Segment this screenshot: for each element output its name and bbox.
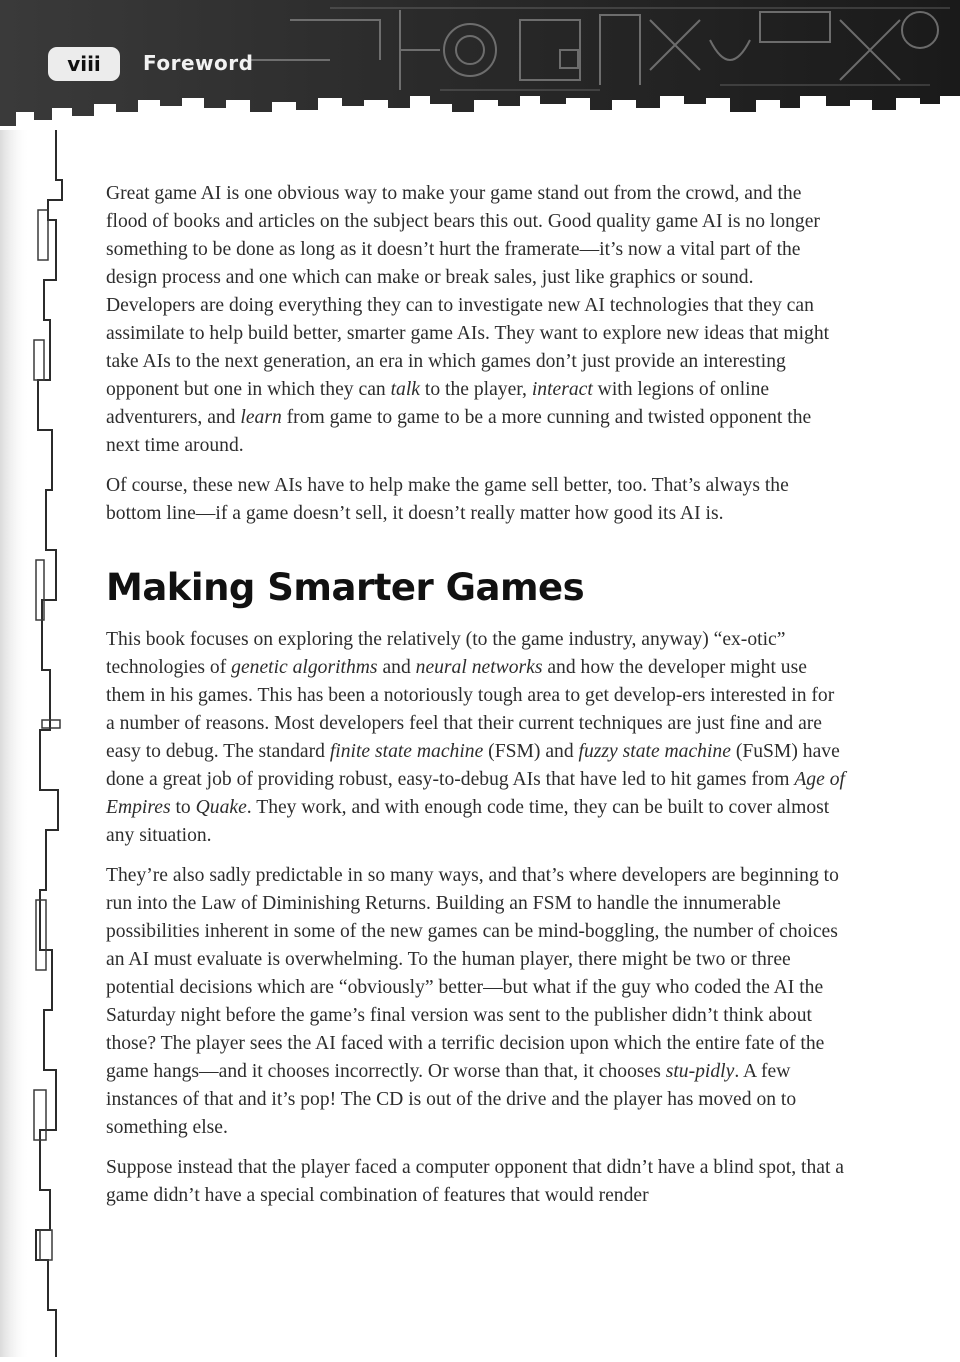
section-heading: Making Smarter Games: [106, 566, 585, 609]
emphasis: Age of Empires: [106, 769, 845, 818]
page-number: viii: [48, 47, 120, 81]
paragraph-5: Suppose instead that the player faced a computer opponent that didn’t have a blind spot, that a game didn’t have a special combination of features that would render: [106, 1157, 845, 1206]
emphasis: stu-pidly: [665, 1061, 735, 1082]
circuit-strip-graphic: [0, 130, 70, 1357]
page-header: [0, 0, 960, 140]
emphasis: finite state machine: [329, 741, 484, 762]
running-title: Foreword: [143, 51, 254, 75]
emphasis: fuzzy state machine: [578, 741, 731, 762]
left-margin-decoration: [0, 130, 70, 1357]
emphasis: neural networks: [415, 657, 543, 678]
emphasis: Quake: [195, 797, 247, 818]
paragraph-4: They’re also sadly predictable in so many ways, and that’s where developers are beginning to run into the Law of Diminishing Returns. Building an FSM to handle the innumerable possibilities inherent in some of the new games can be mind-boggling, the number of choices an AI must evaluate is overwhelming. To the human player, there might be two or three potential decisions which are “obviously” better—but what if the guy who coded the AI the Saturday night before the game’s final version was sent to the publisher didn’t think about those? The player sees the AI faced with a terrific decision upon which the entire fate of the game hangs—and it chooses incorrectly. Or worse than that, it chooses stu-pidly. A few instances of that and it’s pop! The CD is out of the drive and the player has moved on to something else.: [106, 865, 839, 1138]
paragraph-2: Of course, these new AIs have to help make the game sell better, too. That’s always the bottom line—if a game doesn’t sell, it doesn’t really matter how good its AI is.: [106, 475, 789, 524]
emphasis: learn: [240, 407, 282, 428]
paragraph-3: This book focuses on exploring the relatively (to the game industry, anyway) “ex-otic” technologies of genetic algorithms and neural networks and how the developer might use them in his games. This has been a notoriously tough area to get develop-ers interested in for a number of reasons. Most developers feel that their current techniques are just fine and are easy to debug. The standard finite state machine (FSM) and fuzzy state machine (FuSM) have done a great job of providing robust, easy-to-debug AIs that have led to hit games from Age of Empires to Quake. They work, and with enough code time, they can be built to cover almost any situation.: [106, 629, 845, 846]
emphasis: talk: [390, 379, 420, 400]
emphasis: genetic algorithms: [231, 657, 378, 678]
page-body: [106, 180, 846, 1222]
paragraph-1: Great game AI is one obvious way to make your game stand out from the crowd, and the flood of books and articles on the subject bears this out. Good quality game AI is no longer something to be done as long as it doesn’t hurt the framerate—it’s now a vital part of the design process and one which can make or break sales, just like graphics or sound. Developers are doing everything they can to investigate new AI technologies that they can assimilate to help build better, smarter game AIs. They want to explore new ideas that might take AIs to the next generation, an era in which games don’t just provide an interesting opponent but one in which they can talk to the player, interact with legions of online adventurers, and learn from game to game to be a more cunning and twisted opponent the next time around.: [106, 183, 830, 456]
emphasis: interact: [531, 379, 593, 400]
